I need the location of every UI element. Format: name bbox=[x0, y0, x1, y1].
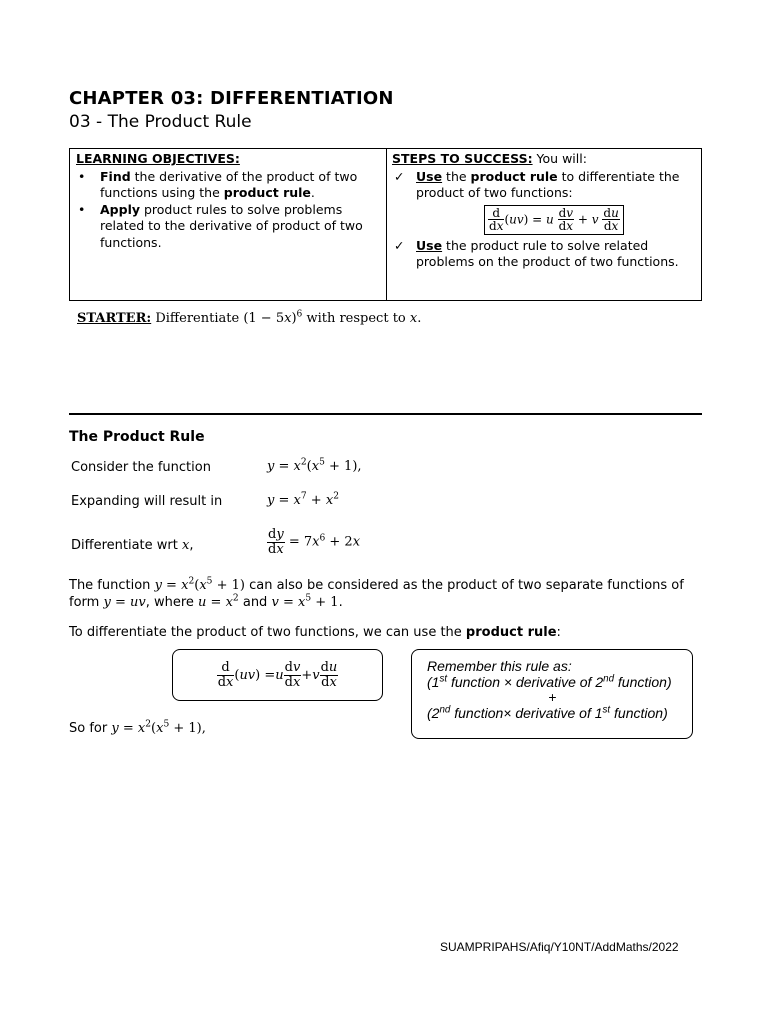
function-expression: $y = x^2(x^5 + 1)$, bbox=[267, 457, 362, 474]
list-item: • Apply product rules to solve problems related to the derivative of product of two functions. bbox=[78, 201, 363, 250]
list-item: • Find the derivative of the product of two functions using the product rule. bbox=[78, 168, 358, 200]
section-heading: The Product Rule bbox=[69, 429, 205, 445]
remember-rule-box: Remember this rule as: (1st function × derivative of 2nd function) + (2nd function× derivative of 1st function) bbox=[411, 649, 693, 739]
objectives-table bbox=[69, 148, 702, 301]
row-label-consider: Consider the function bbox=[71, 460, 211, 475]
row-label-differentiate: Differentiate wrt x, bbox=[71, 538, 194, 553]
derivative-expression: $\frac{dy}{dx}$ = $7x^6 + 2x$ bbox=[268, 527, 361, 557]
steps-to-success-cell bbox=[392, 151, 697, 271]
learning-objectives-cell bbox=[76, 151, 381, 251]
starter-question: STARTER: Differentiate $(1 - 5x)^6$ with respect to x. bbox=[77, 309, 422, 326]
so-for-line: So for $y = x^2(x^5 + 1)$, bbox=[69, 719, 206, 736]
list-item: ✓ Use the product rule to solve related problems on the product of two functions. bbox=[394, 237, 679, 270]
table-divider bbox=[386, 149, 387, 300]
product-rule-intro: To differentiate the product of two functions, we can use the product rule: bbox=[69, 625, 561, 640]
section-divider bbox=[69, 413, 702, 415]
checkmark-icon: ✓ bbox=[394, 237, 405, 253]
product-rule-formula: $\frac{d}{dx}$ (uv) = u $\frac{dv}{dx}$ + v $\frac{du}{dx}$ bbox=[484, 205, 624, 235]
bullet-icon: • bbox=[78, 168, 86, 184]
starter-expression: $(1 - 5x)^6$ bbox=[243, 309, 303, 326]
checkmark-icon: ✓ bbox=[394, 168, 405, 184]
product-explanation: The function $y = x^2(x^5 + 1)$ can also be considered as the product of two separate functions of form y = uv, where $u = x^2$ and $v = x^5 + 1$. bbox=[69, 576, 684, 610]
objectives-list bbox=[76, 169, 381, 252]
product-rule-box: $\frac{d}{dx}$ ( uv ) = u $\frac{dv}{dx}$ + v $\frac{du}{dx}$ bbox=[172, 649, 383, 701]
list-item: ✓ Use the product rule to differentiate the product of two functions: $\frac{d}{dx}$ (uv) = u $\frac{dv}{dx}$ + v $\frac{du}{dx}$ bbox=[394, 168, 680, 234]
page-footer: SUAMPRIPAHS/Afiq/Y10NT/AddMaths/2022 bbox=[440, 940, 679, 954]
expanded-expression: $y = x^7 + x^2$ bbox=[267, 491, 339, 508]
row-label-expanding: Expanding will result in bbox=[71, 494, 223, 509]
bullet-icon: • bbox=[78, 201, 86, 217]
steps-heading-line: STEPS TO SUCCESS: You will: bbox=[392, 151, 587, 166]
lesson-title: 03 - The Product Rule bbox=[69, 112, 252, 132]
chapter-title: CHAPTER 03: DIFFERENTIATION bbox=[69, 88, 394, 109]
steps-list bbox=[392, 169, 697, 271]
learning-objectives-heading: LEARNING OBJECTIVES: bbox=[76, 151, 240, 166]
